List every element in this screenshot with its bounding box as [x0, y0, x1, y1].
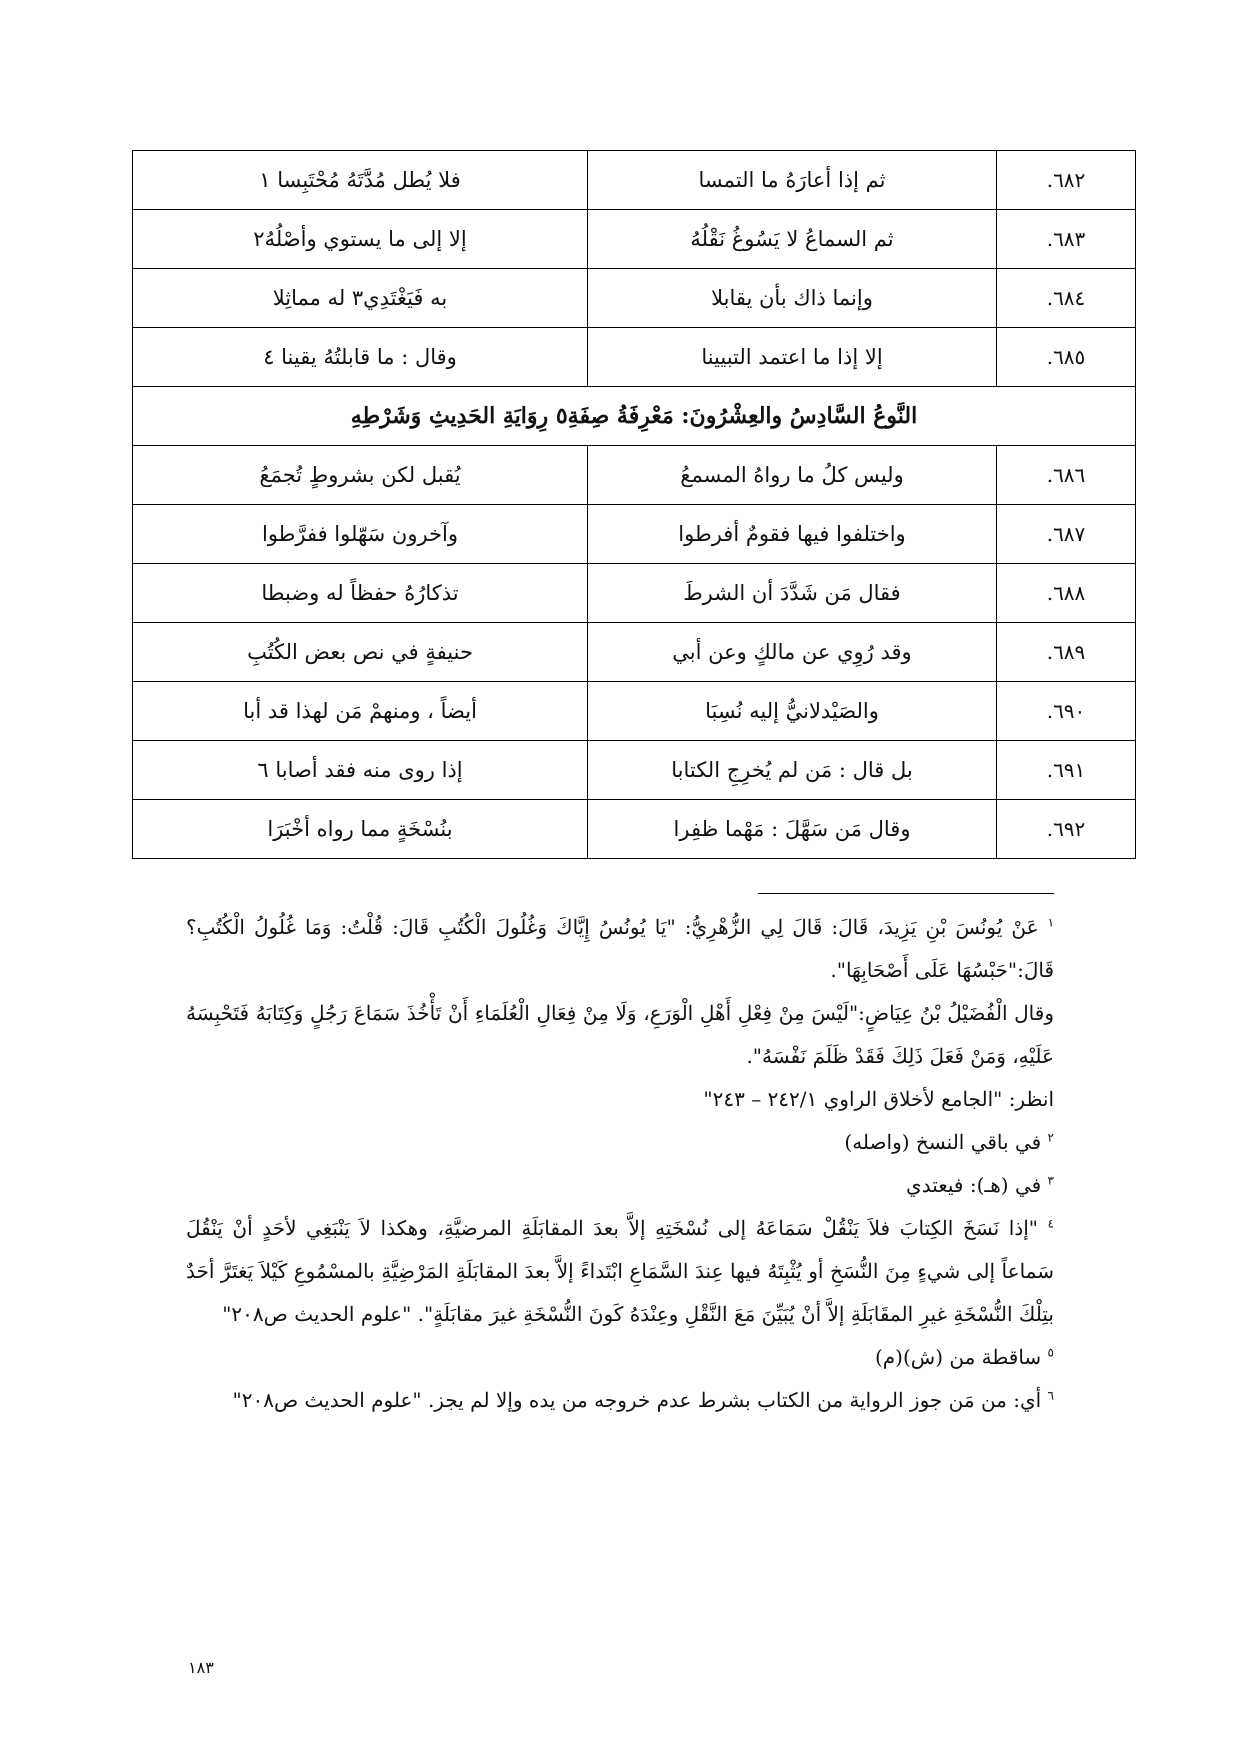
- second-hemistich: حنيفةٍ في نص بعض الكُتُبِ: [133, 623, 588, 682]
- footnote-1-continued: [186, 992, 1054, 1078]
- footnote-text: ساقطة من (ش)(م): [874, 1345, 1042, 1369]
- first-hemistich: فقال مَن شَدَّدَ أن الشرطَ: [588, 564, 997, 623]
- verse-row: [133, 328, 1136, 387]
- second-hemistich: يُقبل لكن بشروطٍ تُجمَعُ: [133, 446, 588, 505]
- verse-table: [132, 150, 1136, 859]
- second-hemistich: تذكارُهُ حفظاً له وضبطا: [133, 564, 588, 623]
- verse-number: .٦٨٤: [997, 269, 1136, 328]
- section-heading-row: [133, 387, 1136, 446]
- verse-number: .٦٩٢: [997, 800, 1136, 859]
- first-hemistich: ثم السماعُ لا يَسُوغُ نَقْلُهُ: [588, 210, 997, 269]
- footnote-text: عَنْ يُونُسَ بْنِ يَزِيدَ، قَالَ: قَالَ لِي الزُّهْرِيُّ: "يَا يُونُسُ إِيَّاكَ وَغُلُولَ الْكُتُبِ قَالَ: قُلْتُ: وَمَا غُلُولُ الْكُتُبِ؟ قَالَ:"حَبْسُهَا عَلَى أَصْحَابِهَا".: [186, 915, 1054, 982]
- footnote-6: [186, 1379, 1054, 1422]
- second-hemistich: بنُسْخَةٍ مما رواه أخْبَرَا: [133, 800, 588, 859]
- footnote-5: [186, 1336, 1054, 1379]
- first-hemistich: بل قال : مَن لم يُخرِجِ الكتابا: [588, 741, 997, 800]
- footnote-marker: ٥: [1047, 1345, 1054, 1360]
- second-hemistich: وآخرون سَهّلوا ففرَّطوا: [133, 505, 588, 564]
- first-hemistich: واختلفوا فيها فقومٌ أفرطوا: [588, 505, 997, 564]
- second-hemistich: به فَيَغْتَدِي٣ له مماثِلا: [133, 269, 588, 328]
- footnote-marker: ٢: [1047, 1130, 1054, 1145]
- verse-number: .٦٨٧: [997, 505, 1136, 564]
- page-number: ١٨٣: [188, 1658, 214, 1677]
- footnote-4: [186, 1207, 1054, 1336]
- footnote-separator: [758, 893, 1054, 894]
- second-hemistich: فلا يُطل مُدَّتَهُ مُحْتَبِسا ١: [133, 151, 588, 210]
- footnote-2: [186, 1121, 1054, 1164]
- first-hemistich: وليس كلُ ما رواهُ المسمعُ: [588, 446, 997, 505]
- verse-row: [133, 741, 1136, 800]
- first-hemistich: وقد رُوِي عن مالكٍ وعن أبي: [588, 623, 997, 682]
- verse-number: .٦٩١: [997, 741, 1136, 800]
- verse-number: .٦٨٣: [997, 210, 1136, 269]
- verse-number: .٦٨٩: [997, 623, 1136, 682]
- footnote-1-reference: [186, 1078, 1054, 1121]
- first-hemistich: وقال مَن سَهَّلَ : مَهْما ظفِرا: [588, 800, 997, 859]
- first-hemistich: ثم إذا أعارَهُ ما التمسا: [588, 151, 997, 210]
- second-hemistich: إذا روى منه فقد أصابا ٦: [133, 741, 588, 800]
- footnote-marker: ٤: [1047, 1216, 1054, 1231]
- first-hemistich: والصَيْدلانيُّ إليه نُسِبَا: [588, 682, 997, 741]
- second-hemistich: أيضاً ، ومنهمْ مَن لهذا قد أبا: [133, 682, 588, 741]
- verse-number: .٦٨٥: [997, 328, 1136, 387]
- verse-row: [133, 682, 1136, 741]
- verse-row: [133, 210, 1136, 269]
- verse-row: [133, 446, 1136, 505]
- verse-row: [133, 800, 1136, 859]
- footnote-marker: ١: [1047, 915, 1055, 930]
- verse-row: [133, 623, 1136, 682]
- footnote-marker: ٦: [1047, 1388, 1054, 1403]
- footnotes: [186, 906, 1054, 1422]
- verse-row: [133, 564, 1136, 623]
- footnote-1: [186, 906, 1054, 992]
- first-hemistich: وإنما ذاك بأن يقابلا: [588, 269, 997, 328]
- verse-number: .٦٨٦: [997, 446, 1136, 505]
- footnote-3: [186, 1164, 1054, 1207]
- footnote-text: أي: من مَن جوز الرواية من الكتاب بشرط عدم خروجه من يده وإلا لم يجز. "علوم الحديث ص٢٠٨": [232, 1388, 1042, 1412]
- verse-number: .٦٨٨: [997, 564, 1136, 623]
- section-heading: النَّوعُ السَّادِسُ والعِشْرُونَ: مَعْرِفَةُ صِفَةِ٥ رِوَايَةِ الحَدِيثِ وَشَرْطِهِ: [133, 387, 1136, 446]
- footnote-text: وقال الْفُضَيْلُ بْنُ عِيَاضٍ:"لَيْسَ مِنْ فِعْلِ أَهْلِ الْوَرَعِ، وَلَا مِنْ فِعَالِ الْعُلَمَاءِ أَنْ تَأْخُذَ سَمَاعَ رَجُلٍ وَكِتَابَهُ فَتَحْبِسَهُ عَلَيْهِ، وَمَنْ فَعَلَ ذَلِكَ فَقَدْ ظَلَمَ نَفْسَهُ".: [186, 1001, 1054, 1068]
- second-hemistich: وقال : ما قابلتُهُ يقينا ٤: [133, 328, 588, 387]
- verse-number: .٦٩٠: [997, 682, 1136, 741]
- footnote-marker: ٣: [1047, 1173, 1054, 1188]
- verse-row: [133, 269, 1136, 328]
- footnote-text: انظر: "الجامع لأخلاق الراوي ٢٤٢/١ – ٢٤٣": [703, 1087, 1054, 1111]
- second-hemistich: إلا إلى ما يستوي وأصْلُهُ٢: [133, 210, 588, 269]
- footnote-text: "إذا نَسَخَ الكِتابَ فلاَ يَنْقُلْ سَمَاعَهُ إلى نُسْخَتِهِ إلاَّ بعدَ المقابَلَةِ المرضيَّةِ، وهكذا لاَ يَنْبَغِي لأحَدٍ أنْ يَنْقُلَ سَماعاً إلى شيءٍ مِنَ النُّسَخِ أو يُثْبِتَهُ فيها عِندَ السَّمَاعِ ابْتَداءً إلاَّ بعدَ المقابَلَةِ المَرْضِيَّةِ بالمسْمُوعِ كَيْلاَ يَغتَرَّ أحَدٌ بتِلْكَ النُّسْخَةِ غيرِ المقَابَلَةِ إلاَّ أنْ يُبَيِّنَ مَعَ النَّقْلِ وعِنْدَهُ كَونَ النُّسْخَةِ غيرَ مقابَلَةٍ". "علوم الحديث ص٢٠٨": [186, 1216, 1054, 1326]
- footnote-text: في (هـ): فيعتدي: [906, 1173, 1042, 1197]
- verse-number: .٦٨٢: [997, 151, 1136, 210]
- first-hemistich: إلا إذا ما اعتمد التبيينا: [588, 328, 997, 387]
- verse-row: [133, 151, 1136, 210]
- verse-row: [133, 505, 1136, 564]
- footnote-text: في باقي النسخ (واصله): [844, 1130, 1042, 1154]
